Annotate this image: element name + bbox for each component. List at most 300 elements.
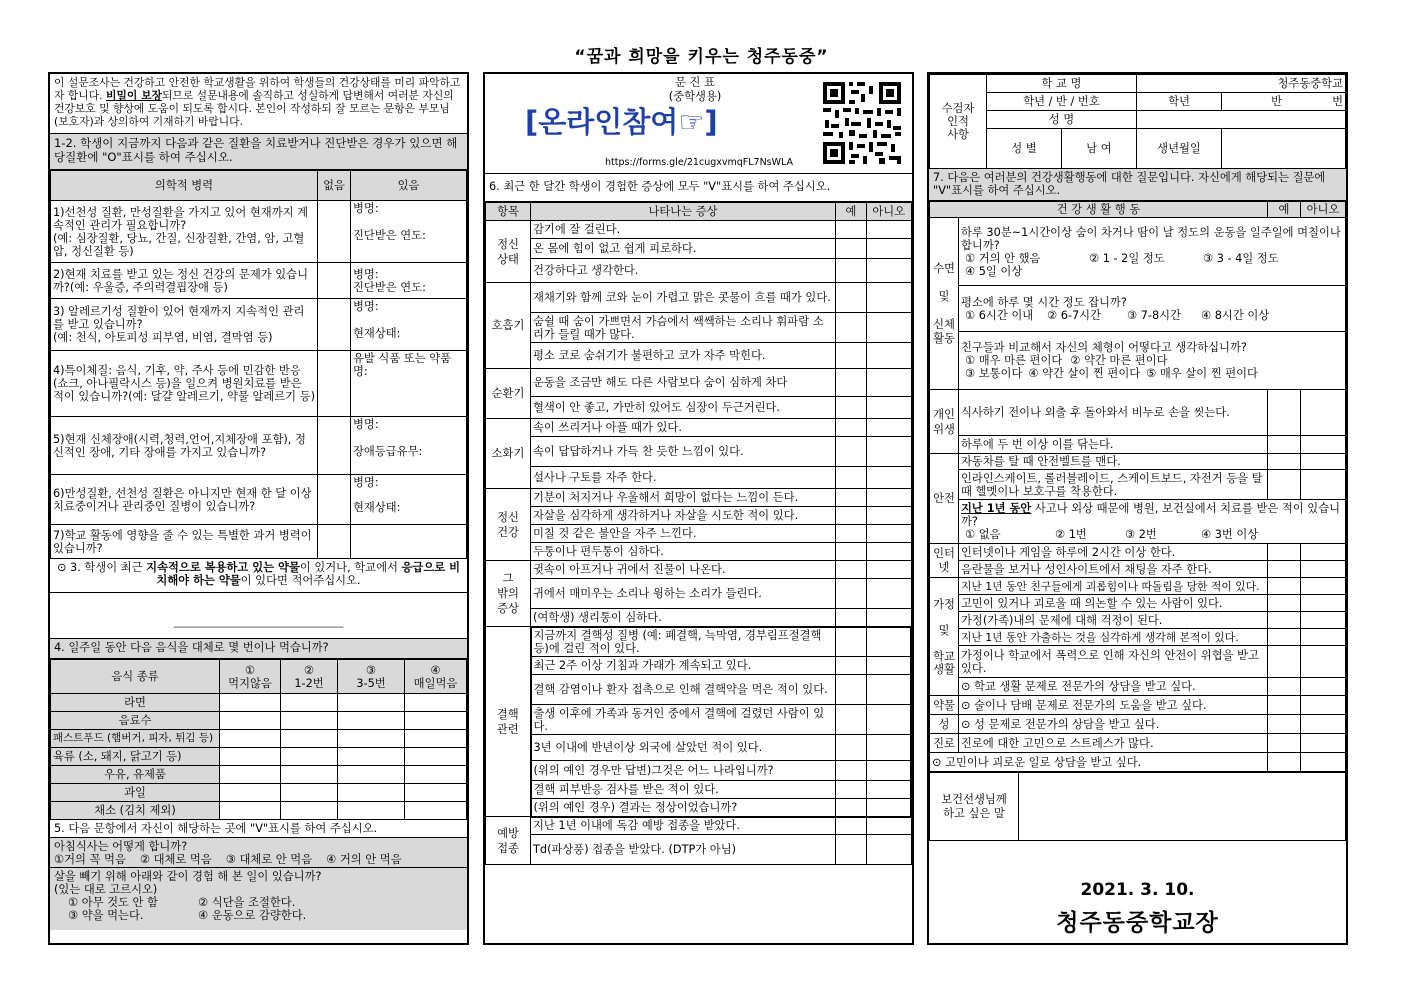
no-check[interactable] bbox=[867, 675, 912, 705]
history-row: 3) 알레르기성 질환이 있어 현재까지 지속적인 관리를 받고 있습니까? (예: 천식, 아토피성 피부염, 비염, 결막염 등) bbox=[51, 299, 318, 351]
yes-check[interactable] bbox=[836, 735, 867, 761]
food-header: 음식 종류 bbox=[51, 660, 220, 694]
food-check[interactable] bbox=[405, 712, 467, 730]
school-label: 학 교 명 bbox=[987, 75, 1137, 93]
symptom-item: 재채기와 함께 코와 눈이 가렵고 맑은 콧물이 흐를 때가 있다. bbox=[531, 283, 836, 313]
food-check[interactable] bbox=[338, 748, 405, 766]
yes-check[interactable] bbox=[836, 609, 867, 627]
no-check[interactable] bbox=[867, 627, 912, 657]
symptom-item: Td(파상풍) 접종을 받았다. (DTP가 아님) bbox=[531, 835, 836, 865]
exercise-q1-text: 하루 30분~1시간이상 숨이 차거나 땀이 날 정도의 운동을 일주일에 며칠이나 합니까? bbox=[961, 225, 1341, 252]
breakfast-option[interactable]: ④ 거의 안 먹음 bbox=[326, 853, 402, 866]
yes-check[interactable] bbox=[836, 799, 867, 817]
yes-check[interactable] bbox=[836, 397, 867, 419]
answer-label[interactable]: 병명: bbox=[353, 202, 379, 215]
symptom-item: 자살을 심각하게 생각하거나 자살을 시도한 적이 있다. bbox=[531, 507, 836, 525]
online-link[interactable]: [온라인참여☞] bbox=[525, 105, 718, 139]
yes-check[interactable] bbox=[1268, 629, 1301, 646]
diet-question: 살을 빼기 위해 아래와 같이 경험 해 본 일이 있습니까? (있는 대로 고르시오) bbox=[54, 870, 322, 896]
food-name: 라면 bbox=[51, 694, 220, 712]
yes-check[interactable] bbox=[836, 525, 867, 543]
yes-check[interactable] bbox=[836, 467, 867, 489]
food-check[interactable] bbox=[338, 694, 405, 712]
exercise-q2-option[interactable]: ① 6시간 이내 bbox=[965, 308, 1034, 322]
q3-d: 응급으로 비치해야 하는 약물 bbox=[156, 561, 461, 587]
exercise-q3-option[interactable]: ④ 약간 살이 찐 편이다 bbox=[1028, 367, 1141, 380]
yes-check[interactable] bbox=[836, 761, 867, 781]
symptom-item: 온 몸에 힘이 없고 쉽게 피로하다. bbox=[531, 239, 836, 259]
no-check[interactable] bbox=[867, 561, 912, 579]
q7-title: 7. 다음은 여러분의 건강생활행동에 대한 질문입니다. 자신에게 해당되는 질문에 "V"표시를 하여 주십시오. bbox=[929, 169, 1346, 201]
class-number-field[interactable] bbox=[1222, 93, 1346, 111]
q3-b: 지속적으로 복용하고 있는 약물 bbox=[146, 561, 300, 574]
history-row: 4)특이체질: 음식, 기후, 약, 주사 등에 민감한 반응(쇼크, 아나필락시스 등)을 일으켜 병원치료를 받은 적이 있습니까?(예: 달걀 알레르기, 약물 알레르기 등) bbox=[51, 351, 318, 417]
none-check[interactable] bbox=[318, 525, 351, 559]
behavior-table bbox=[929, 201, 1346, 772]
q3-c: 이 있거나, 학교에서 bbox=[299, 561, 402, 574]
yes-check[interactable] bbox=[836, 627, 867, 657]
history-header: 없음 bbox=[318, 171, 351, 201]
no-check[interactable] bbox=[867, 467, 912, 489]
behavior-item: 인터넷이나 게임을 하루에 2시간 이상 한다. bbox=[959, 544, 1268, 561]
behavior-item: 가정이나 학교에서 폭력으로 인해 자신의 안전이 위협을 받고 있다. bbox=[959, 646, 1268, 678]
answer-label[interactable]: 진단받은 연도: bbox=[353, 229, 426, 242]
q5-title: 5. 다음 문항에서 자신이 해당하는 곳에 "V"표시를 하여 주십시오. bbox=[50, 820, 467, 838]
no-check[interactable] bbox=[1301, 734, 1346, 753]
symptom-item: 혈색이 안 좋고, 가만히 있어도 심장이 두근거린다. bbox=[531, 397, 836, 419]
diet-option[interactable]: ② 식단을 조절한다. bbox=[198, 896, 296, 909]
yes-check[interactable] bbox=[836, 657, 867, 675]
food-header: ② 1-2번 bbox=[281, 660, 338, 694]
no-check[interactable] bbox=[867, 283, 912, 313]
none-check[interactable] bbox=[318, 201, 351, 263]
exercise-label: 수면 및 신체 활동 bbox=[930, 218, 959, 390]
food-check[interactable] bbox=[338, 730, 405, 748]
footer bbox=[929, 880, 1346, 937]
safety-q3 bbox=[959, 500, 1346, 544]
grade-label: 학년 / 반 / 번호 bbox=[987, 93, 1137, 111]
exercise-q3 bbox=[959, 332, 1346, 390]
exercise-q2-text: 평소에 하루 몇 시간 정도 잡니까? bbox=[961, 295, 1127, 309]
no-check[interactable] bbox=[1301, 390, 1346, 436]
food-header: ① 먹지않음 bbox=[220, 660, 281, 694]
yes-check[interactable] bbox=[836, 579, 867, 609]
no-check[interactable] bbox=[867, 489, 912, 507]
yes-check[interactable] bbox=[836, 343, 867, 369]
none-check[interactable] bbox=[318, 417, 351, 475]
no-check[interactable] bbox=[867, 781, 912, 799]
q3-title bbox=[50, 559, 467, 593]
exercise-q2-option[interactable]: ④ 8시간 이상 bbox=[1201, 308, 1270, 322]
food-check[interactable] bbox=[338, 784, 405, 802]
safety-label: 안전 bbox=[930, 454, 959, 544]
symptom-item: 3년 이내에 반년이상 외국에 살았던 적이 있다. bbox=[531, 735, 836, 761]
none-check[interactable] bbox=[318, 351, 351, 417]
yes-check[interactable] bbox=[836, 675, 867, 705]
no-check[interactable] bbox=[867, 343, 912, 369]
food-check[interactable] bbox=[281, 784, 338, 802]
yes-check[interactable] bbox=[836, 369, 867, 397]
food-check[interactable] bbox=[220, 784, 281, 802]
food-check[interactable] bbox=[405, 802, 467, 820]
no-check[interactable] bbox=[867, 259, 912, 283]
no-check[interactable] bbox=[1301, 629, 1346, 646]
no-check[interactable] bbox=[867, 835, 912, 865]
food-table bbox=[50, 659, 467, 820]
no-check[interactable] bbox=[867, 761, 912, 781]
no-check[interactable] bbox=[867, 579, 912, 609]
form-url[interactable]: https://forms.gle/21cugxvmqFL7NsWLA bbox=[605, 157, 794, 168]
history-row: 7)학교 활동에 영향을 줄 수 있는 특별한 과거 병력이 있습니까? bbox=[51, 525, 318, 559]
answer-cell[interactable] bbox=[351, 525, 467, 559]
diet-option[interactable]: ③ 약을 먹는다. bbox=[68, 909, 144, 922]
symptom-category: 순환기 bbox=[486, 369, 531, 419]
behavior-header: 아니오 bbox=[1301, 202, 1346, 218]
no-check[interactable] bbox=[867, 609, 912, 627]
food-header: ④ 매일먹음 bbox=[405, 660, 467, 694]
yes-check[interactable] bbox=[836, 313, 867, 343]
behavior-item: ⊙ 고민이나 괴로운 일로 상담을 받고 싶다. bbox=[930, 753, 1268, 772]
food-check[interactable] bbox=[220, 766, 281, 784]
behavior-item: 가정(가족)내의 문제에 대해 걱정이 된다. bbox=[959, 612, 1268, 629]
symptom-header: 아니오 bbox=[867, 203, 912, 221]
food-check[interactable] bbox=[281, 766, 338, 784]
answer-label[interactable]: 진단받은 연도: bbox=[353, 280, 426, 294]
exercise-q2-option[interactable]: ③ 7-8시간 bbox=[1127, 308, 1181, 322]
food-check[interactable] bbox=[405, 730, 467, 748]
yes-check[interactable] bbox=[836, 835, 867, 865]
symptom-category: 소화기 bbox=[486, 419, 531, 489]
date: 2021. 3. 10. bbox=[1080, 880, 1195, 900]
no-check[interactable] bbox=[1301, 595, 1346, 612]
history-row: 1)선천성 질환, 만성질환을 가지고 있어 현재까지 계속적인 관리가 필요합니까? (예: 심장질환, 당뇨, 간질, 신장질환, 간염, 암, 고혈압, 정신질환 등) bbox=[51, 201, 318, 263]
behavior-item: 지난 1년 동안 친구들에게 괴롭힘이나 따돌림을 당한 적이 있다. bbox=[959, 578, 1268, 595]
food-check[interactable] bbox=[281, 712, 338, 730]
behavior-item: ⊙ 학교 생활 문제로 전문가의 상담을 받고 싶다. bbox=[959, 678, 1268, 696]
food-check[interactable] bbox=[220, 730, 281, 748]
yes-check[interactable] bbox=[1268, 753, 1301, 772]
none-check[interactable] bbox=[318, 475, 351, 525]
food-check[interactable] bbox=[281, 802, 338, 820]
no-check[interactable] bbox=[1301, 561, 1346, 578]
symptom-item: 두통이나 편두통이 심하다. bbox=[531, 543, 836, 561]
column-1 bbox=[48, 72, 469, 945]
answer-label[interactable]: 병명: bbox=[353, 267, 379, 281]
no-check[interactable] bbox=[867, 239, 912, 259]
form-subtitle: (중학생용) bbox=[668, 90, 722, 103]
answer-label[interactable]: 병명: bbox=[353, 476, 379, 489]
food-check[interactable] bbox=[338, 766, 405, 784]
behavior-item: 지난 1년 동안 가출하는 것을 심각하게 생각해 본적이 있다. bbox=[959, 629, 1268, 646]
diet-option[interactable]: ④ 운동으로 감량한다. bbox=[198, 909, 307, 922]
breakfast-option[interactable]: ③ 대체로 안 먹음 bbox=[225, 853, 313, 866]
food-name: 패스트푸드 (햄버거, 피자, 튀김 등) bbox=[51, 730, 220, 748]
behavior-header: 예 bbox=[1268, 202, 1301, 218]
no-check[interactable] bbox=[867, 735, 912, 761]
symptom-item: 건강하다고 생각한다. bbox=[531, 259, 836, 283]
history-row: 5)현재 신체장애(시력,청력,언어,지체장애 포함), 정신적인 장애, 기타 장애를 가지고 있습니까? bbox=[51, 417, 318, 475]
q3-a: ⊙ 3. 학생이 최근 bbox=[56, 561, 147, 574]
form-title: 문 진 표 bbox=[675, 76, 715, 89]
food-header: ③ 3-5번 bbox=[338, 660, 405, 694]
class-field[interactable]: 반 bbox=[1271, 95, 1283, 108]
food-check[interactable] bbox=[281, 694, 338, 712]
food-name: 과일 bbox=[51, 784, 220, 802]
grade-field[interactable]: 학년 bbox=[1137, 93, 1222, 111]
no-check[interactable] bbox=[1301, 544, 1346, 561]
sex-topic-label: 성 bbox=[930, 715, 959, 734]
exercise-q3-option[interactable]: ② 약간 마른 편이다 bbox=[1070, 354, 1168, 367]
q1-2-title: 1-2. 학생이 지금까지 다음과 같은 질환을 치료받거나 진단받은 경우가 있으면 해당질환에 "O"표시를 하여 주십시오. bbox=[50, 134, 467, 170]
no-check[interactable] bbox=[867, 543, 912, 561]
food-check[interactable] bbox=[220, 748, 281, 766]
food-name: 음료수 bbox=[51, 712, 220, 730]
sex-label: 성 별 bbox=[987, 129, 1062, 169]
no-check[interactable] bbox=[1301, 578, 1346, 595]
breakfast-option[interactable]: ② 대체로 먹음 bbox=[139, 853, 212, 866]
symptoms-table bbox=[485, 202, 912, 865]
no-check[interactable] bbox=[1301, 715, 1346, 734]
yes-check[interactable] bbox=[836, 543, 867, 561]
diet-option[interactable]: ① 아무 것도 안 함 bbox=[68, 896, 158, 909]
yes-check[interactable] bbox=[1268, 561, 1301, 578]
no-check[interactable] bbox=[1301, 678, 1346, 696]
q3-answer-field[interactable]: ______________________________ bbox=[50, 593, 467, 639]
food-check[interactable] bbox=[281, 730, 338, 748]
safety-option[interactable]: ④ 3번 이상 bbox=[1201, 528, 1259, 541]
yes-check[interactable] bbox=[836, 817, 867, 835]
school-name: 청주동중학교 bbox=[1137, 75, 1346, 93]
food-check[interactable] bbox=[281, 748, 338, 766]
food-check[interactable] bbox=[405, 748, 467, 766]
yes-check[interactable] bbox=[836, 437, 867, 467]
principal: 청주동중학교장 bbox=[1056, 910, 1219, 936]
none-check[interactable] bbox=[318, 263, 351, 299]
no-check[interactable] bbox=[867, 369, 912, 397]
food-name: 우유, 유제품 bbox=[51, 766, 220, 784]
no-check[interactable] bbox=[867, 419, 912, 437]
symptom-item: 속이 답답하거나 가득 찬 듯한 느낌이 있다. bbox=[531, 437, 836, 467]
answer-label[interactable]: 현재상태: bbox=[353, 327, 401, 340]
behavior-item: 하루에 두 번 이상 이를 닦는다. bbox=[959, 436, 1268, 454]
exercise-q2 bbox=[959, 286, 1346, 332]
internet-label: 인터 넷 bbox=[930, 544, 959, 578]
breakfast-block bbox=[50, 838, 467, 868]
q4-title: 4. 일주일 동안 다음 음식을 대체로 몇 번이나 먹습니까? bbox=[50, 639, 467, 659]
yes-check[interactable] bbox=[1268, 612, 1301, 629]
yes-check[interactable] bbox=[836, 705, 867, 735]
breakfast-question: 아침식사는 어떻게 합니까? bbox=[54, 840, 188, 853]
food-check[interactable] bbox=[338, 802, 405, 820]
intro-secret: 비밀이 보장 bbox=[106, 89, 162, 102]
answer-label[interactable]: 병명: bbox=[353, 418, 379, 431]
no-check[interactable] bbox=[867, 507, 912, 525]
no-check[interactable] bbox=[867, 705, 912, 735]
exercise-q1-option[interactable]: ④ 5일 이상 bbox=[965, 264, 1023, 278]
yes-check[interactable] bbox=[1268, 470, 1301, 500]
name-label: 성 명 bbox=[987, 111, 1137, 129]
safety-q3-a: 지난 1년 동안 bbox=[961, 502, 1032, 515]
info-table bbox=[929, 74, 1346, 169]
symptom-item: 결핵 감염이나 환자 접촉으로 인해 결핵약을 먹은 적이 있다. bbox=[531, 675, 836, 705]
no-check[interactable] bbox=[867, 817, 912, 835]
history-header: 있음 bbox=[351, 171, 467, 201]
intro-p1c: 되므로 설문내용에 솔직하고 성실하게 답변해서 여러분 자신의 건강보호 및 향상에 도움이 되도록 합시다. 본인이 작성하되 잘 모르는 문항은 부모님(보호자)과 상의하여 기재하기 바랍니다. bbox=[54, 89, 454, 128]
no-check[interactable] bbox=[1301, 646, 1346, 678]
intro-text bbox=[50, 74, 467, 134]
yes-check[interactable] bbox=[836, 239, 867, 259]
no-check[interactable] bbox=[1301, 436, 1346, 454]
yes-check[interactable] bbox=[1268, 454, 1301, 470]
exercise-q1-option[interactable]: ③ 3 - 4일 정도 bbox=[1203, 251, 1279, 265]
behavior-item: 음란물을 보거나 성인사이트에서 채팅을 자주 한다. bbox=[959, 561, 1268, 578]
yes-check[interactable] bbox=[836, 561, 867, 579]
exercise-q3-option[interactable]: ⑤ 매우 살이 찐 편이다 bbox=[1146, 367, 1258, 380]
behavior-header: 건 강 생 활 행 동 bbox=[930, 202, 1268, 218]
yes-check[interactable] bbox=[1268, 544, 1301, 561]
nurse-message-label: 보건선생님께 하고 싶은 말 bbox=[930, 773, 1019, 841]
symptom-item: 감기에 잘 걸린다. bbox=[531, 221, 836, 239]
no-check[interactable] bbox=[867, 657, 912, 675]
no-check[interactable] bbox=[867, 437, 912, 467]
yes-check[interactable] bbox=[1268, 578, 1301, 595]
no-check[interactable] bbox=[1301, 696, 1346, 715]
birth-label: 생년월일 bbox=[1137, 129, 1222, 169]
symptom-category: 예방 접종 bbox=[486, 817, 531, 865]
behavior-item: 식사하기 전이나 외출 후 돌아와서 비누로 손을 씻는다. bbox=[959, 390, 1268, 436]
yes-check[interactable] bbox=[1268, 646, 1301, 678]
yes-check[interactable] bbox=[1268, 715, 1301, 734]
exercise-q2-option[interactable]: ② 6-7시간 bbox=[1047, 308, 1101, 322]
no-check[interactable] bbox=[867, 313, 912, 343]
symptom-item: 귀에서 매미우는 소리나 윙하는 소리가 들린다. bbox=[531, 579, 836, 609]
exercise-q1-option[interactable]: ① 거의 안 했음 bbox=[965, 251, 1041, 265]
answer-label[interactable]: 현재상태: bbox=[353, 501, 401, 514]
answer-label[interactable]: 병명: bbox=[353, 300, 379, 313]
behavior-item: 자동차를 탈 때 안전벨트를 맨다. bbox=[959, 454, 1268, 470]
yes-check[interactable] bbox=[1268, 678, 1301, 696]
exercise-q3-text: 친구들과 비교해서 자신의 체형이 어떻다고 생각하십니까? bbox=[961, 341, 1247, 354]
history-table bbox=[50, 170, 467, 559]
nurse-message-table bbox=[929, 772, 1346, 841]
yes-check[interactable] bbox=[1268, 696, 1301, 715]
behavior-item: 고민이 있거나 괴로울 때 의논할 수 있는 사람이 있다. bbox=[959, 595, 1268, 612]
yes-check[interactable] bbox=[836, 419, 867, 437]
q6-title: 6. 최근 한 달간 학생이 경험한 증상에 모두 "V"표시를 하여 주십시오. bbox=[485, 174, 912, 202]
symptom-item: 숨쉴 때 숨이 가쁘면서 가슴에서 쌕쌕하는 소리나 휘파람 소리가 들릴 때가 많다. bbox=[531, 313, 836, 343]
safety-q3-b: 사고나 외상 때문에 병원, 보건실에서 치료를 받은 적이 있습니까? bbox=[961, 502, 1341, 528]
food-check[interactable] bbox=[338, 712, 405, 730]
symptom-item: 기분이 처지거나 우울해서 희망이 없다는 느낌이 든다. bbox=[531, 489, 836, 507]
exercise-q3-option[interactable]: ③ 보통이다 bbox=[965, 367, 1023, 380]
number-field[interactable]: 번 bbox=[1332, 95, 1343, 108]
answer-label[interactable]: 유발 식품 또는 약품명: bbox=[351, 351, 467, 417]
yes-check[interactable] bbox=[836, 507, 867, 525]
career-label: 진로 bbox=[930, 734, 959, 753]
symptom-item: 운동을 조금만 해도 다른 사람보다 숨이 심하게 차다 bbox=[531, 369, 836, 397]
food-check[interactable] bbox=[405, 694, 467, 712]
symptom-item: 지금까지 결핵성 질병 (예: 폐결핵, 늑막염, 경부림프절결핵 등)에 걸린 적이 있다. bbox=[531, 627, 836, 657]
no-check[interactable] bbox=[1301, 470, 1346, 500]
food-check[interactable] bbox=[220, 802, 281, 820]
hygiene-label: 개인 위생 bbox=[930, 390, 959, 454]
food-name: 채소 (김치 제외) bbox=[51, 802, 220, 820]
symptom-category: 결핵 관련 bbox=[486, 627, 531, 817]
yes-check[interactable] bbox=[1268, 390, 1301, 436]
yes-check[interactable] bbox=[1268, 734, 1301, 753]
yes-check[interactable] bbox=[836, 259, 867, 283]
history-row: 2)현재 치료를 받고 있는 정신 건강의 문제가 있습니까?(예: 우울증, 주의력결핍장애 등) bbox=[51, 263, 318, 299]
food-name: 육류 (소, 돼지, 닭고기 등) bbox=[51, 748, 220, 766]
behavior-item: ⊙ 술이나 담배 문제로 전문가의 도움을 받고 싶다. bbox=[959, 696, 1268, 715]
symptom-item: 지난 1년 이내에 독감 예방 접종을 받았다. bbox=[531, 817, 836, 835]
no-check[interactable] bbox=[1301, 454, 1346, 470]
none-check[interactable] bbox=[318, 299, 351, 351]
yes-check[interactable] bbox=[836, 489, 867, 507]
name-field[interactable] bbox=[1137, 111, 1346, 129]
behavior-item: ⊙ 성 문제로 전문가의 상담을 받고 싶다. bbox=[959, 715, 1268, 734]
no-check[interactable] bbox=[1301, 753, 1346, 772]
nurse-message-field[interactable] bbox=[1019, 773, 1346, 841]
safety-option[interactable]: ③ 2번 bbox=[1125, 528, 1157, 541]
no-check[interactable] bbox=[867, 799, 912, 817]
symptom-item: (여학생) 생리통이 심하다. bbox=[531, 609, 836, 627]
intro-p1: 이 설문조사는 건강하고 안전한 학교생활을 위하여 학생들의 건강상태를 미리 파악하고자 합니다. bbox=[54, 76, 461, 102]
behavior-item: 인라인스케이트, 롤러블레이드, 스케이트보드, 자전거 등을 탈 때 헬멧이나 보호구를 착용한다. bbox=[959, 470, 1268, 500]
symptom-item: 귓속이 아프거나 귀에서 진물이 나온다. bbox=[531, 561, 836, 579]
exercise-q1 bbox=[959, 218, 1346, 286]
symptom-header: 나타나는 증상 bbox=[531, 203, 836, 221]
yes-check[interactable] bbox=[836, 781, 867, 799]
column-3 bbox=[927, 72, 1348, 945]
yes-check[interactable] bbox=[836, 283, 867, 313]
sex-options[interactable]: 남 여 bbox=[1062, 129, 1137, 169]
breakfast-option[interactable]: ①거의 꼭 먹음 bbox=[54, 853, 126, 866]
column-2 bbox=[483, 72, 914, 945]
exercise-q1-option[interactable]: ② 1 - 2일 정도 bbox=[1089, 251, 1165, 265]
food-check[interactable] bbox=[220, 694, 281, 712]
safety-option[interactable]: ② 1번 bbox=[1055, 528, 1087, 541]
symptom-category: 정신 상태 bbox=[486, 221, 531, 283]
safety-option[interactable]: ① 없음 bbox=[965, 528, 1001, 541]
symptom-header: 예 bbox=[836, 203, 867, 221]
behavior-item: 진로에 대한 고민으로 스트레스가 많다. bbox=[959, 734, 1268, 753]
drug-label: 약물 bbox=[930, 696, 959, 715]
no-check[interactable] bbox=[1301, 612, 1346, 629]
food-check[interactable] bbox=[405, 784, 467, 802]
symptom-item: 결핵 피부반응 검사를 받은 적이 있다. bbox=[531, 781, 836, 799]
food-check[interactable] bbox=[220, 712, 281, 730]
yes-check[interactable] bbox=[836, 221, 867, 239]
symptom-category: 호흡기 bbox=[486, 283, 531, 369]
qr-code-icon[interactable] bbox=[821, 80, 903, 166]
symptom-category: 정신 건강 bbox=[486, 489, 531, 561]
yes-check[interactable] bbox=[1268, 436, 1301, 454]
symptom-item: 출생 이후에 가족과 동거인 중에서 결핵에 걸렸던 사람이 있다. bbox=[531, 705, 836, 735]
no-check[interactable] bbox=[867, 221, 912, 239]
symptom-item: 평소 코로 숨쉬기가 불편하고 코가 자주 막힌다. bbox=[531, 343, 836, 369]
birth-field[interactable] bbox=[1222, 129, 1346, 169]
food-check[interactable] bbox=[405, 766, 467, 784]
no-check[interactable] bbox=[867, 525, 912, 543]
exercise-q3-option[interactable]: ① 매우 마른 편이다 bbox=[965, 354, 1063, 367]
yes-check[interactable] bbox=[1268, 595, 1301, 612]
symptom-item: 최근 2주 이상 기침과 가래가 계속되고 있다. bbox=[531, 657, 836, 675]
no-check[interactable] bbox=[867, 397, 912, 419]
symptom-item: 설사나 구토를 자주 한다. bbox=[531, 467, 836, 489]
history-row: 6)만성질환, 선천성 질환은 아니지만 현재 한 달 이상 치료중이거나 관리중인 질병이 있습니까? bbox=[51, 475, 318, 525]
answer-label[interactable]: 장애등급유무: bbox=[353, 445, 423, 458]
